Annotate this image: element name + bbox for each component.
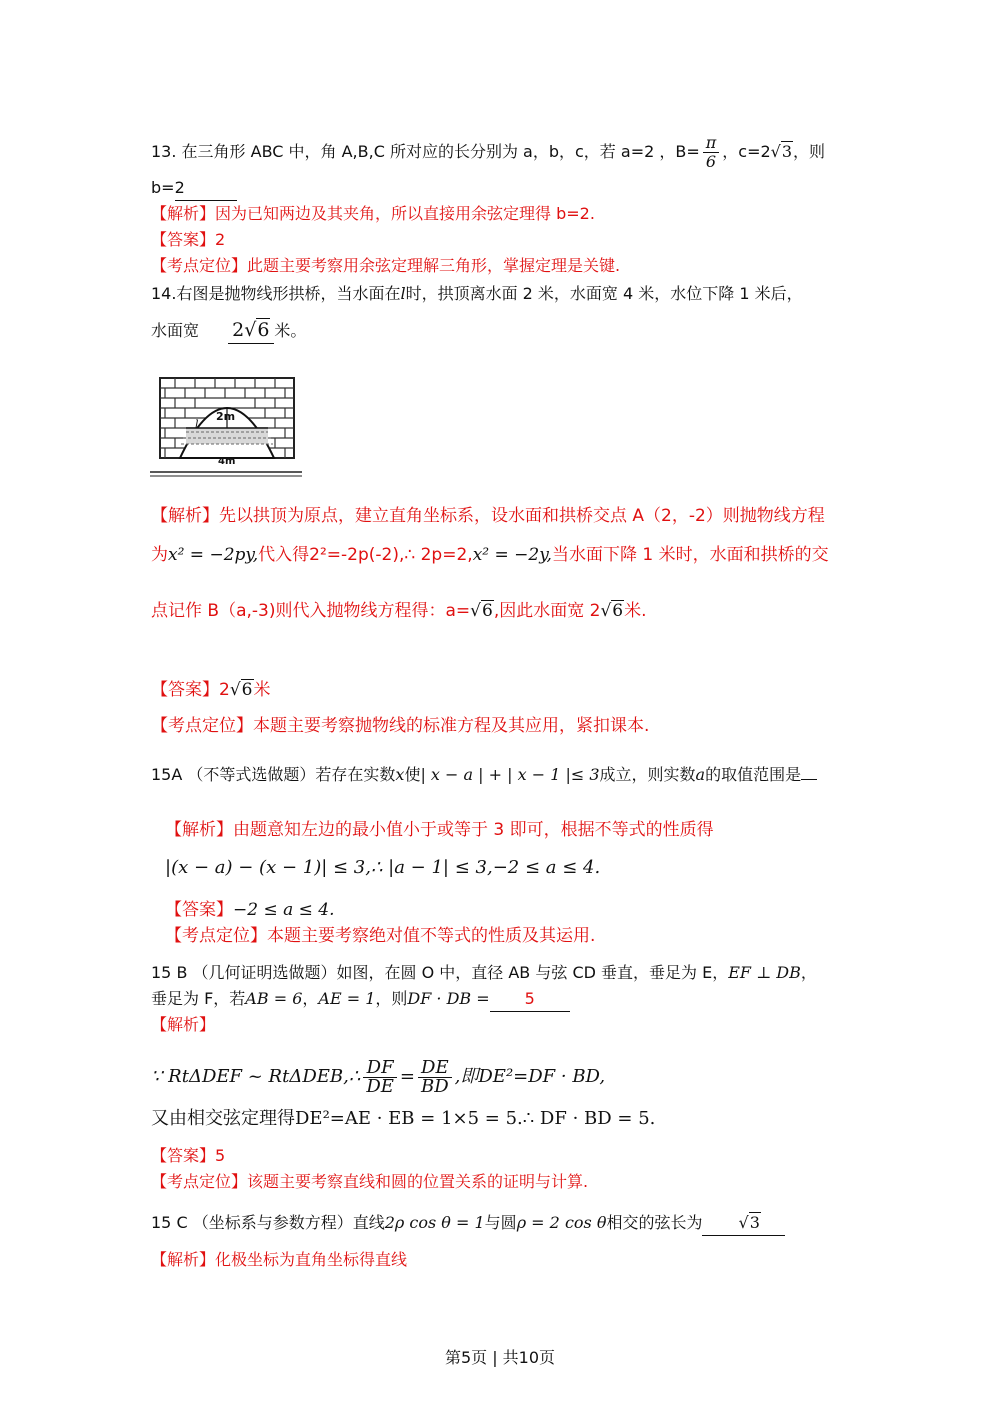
q13-end: ，则 bbox=[793, 142, 826, 161]
coef: 2 bbox=[232, 319, 245, 341]
q13-answer: 【答案】2 bbox=[151, 230, 226, 249]
q15a-blank bbox=[801, 779, 817, 780]
q14-line2-text: 水面宽 bbox=[151, 321, 200, 340]
frac-df-de bbox=[363, 1056, 397, 1097]
rad-value: 6 bbox=[241, 680, 253, 700]
fig-label-l: l bbox=[195, 418, 199, 431]
sqrt-6-c: √6 bbox=[229, 680, 253, 700]
sqrt-3-c: √3 bbox=[738, 1213, 760, 1232]
q15a-analysis2: |(x − a) − (x − 1)| ≤ 3,∴ |a − 1| ≤ 3,−2 ≤ a ≤ 4. bbox=[165, 857, 601, 878]
q14-unit: 米。 bbox=[274, 321, 307, 340]
q15a-answer bbox=[165, 898, 335, 922]
frac-num: DE bbox=[418, 1059, 452, 1078]
q15b-a: 15 B （几何证明选做题）如图，在圆 O 中，直径 AB 与弦 CD 垂直，垂足为 E， bbox=[151, 963, 729, 982]
frac-den: 6 bbox=[705, 152, 717, 171]
q14-analysis3 bbox=[151, 599, 647, 623]
q15b-eq: EF ⊥ DB bbox=[728, 963, 801, 982]
an2-c: 当水面下降 1 米时，水面和拱桥的交 bbox=[551, 545, 829, 565]
b-label: b= bbox=[151, 178, 175, 197]
q15b-l2a: 垂足为 F，若 bbox=[151, 989, 246, 1008]
frac-den: BD bbox=[420, 1075, 449, 1097]
q15b-b: ， bbox=[800, 963, 817, 982]
frac-num: DF bbox=[363, 1059, 397, 1078]
proof1-a: ∵ RtΔDEF ~ RtΔDEB,∴ bbox=[151, 1066, 361, 1087]
page-footer: 第5页 | 共10页 bbox=[444, 1348, 556, 1367]
rad-value: 6 bbox=[612, 601, 624, 621]
q15c-eq2: ρ = 2 cos θ bbox=[516, 1213, 607, 1232]
q15c-b: 与圆 bbox=[484, 1213, 517, 1232]
q15b-l2c: ，则 bbox=[375, 989, 408, 1008]
q15c-answer-blank bbox=[702, 1211, 784, 1236]
an2-a: 为 bbox=[151, 545, 168, 565]
frac-den: DE bbox=[366, 1075, 394, 1097]
q15c-analysis: 【解析】化极坐标为直角坐标得直线 bbox=[151, 1250, 408, 1269]
b-answer-blank bbox=[175, 176, 237, 201]
q15b-proof1 bbox=[151, 1052, 605, 1102]
q15a-d: 的取值范围是 bbox=[705, 765, 802, 784]
pi-over-6 bbox=[703, 134, 720, 171]
q15b-answer-blank bbox=[490, 987, 570, 1012]
sqrt-6: √6 bbox=[244, 319, 270, 341]
q14-answer-blank bbox=[228, 318, 274, 344]
q15c-eq1: 2ρ cos θ = 1 bbox=[384, 1213, 485, 1232]
q14-answer bbox=[151, 678, 271, 702]
rad-value: 3 bbox=[781, 142, 793, 161]
q14-line1 bbox=[151, 282, 803, 306]
q15b-line1 bbox=[151, 961, 817, 985]
frac-num: π bbox=[703, 134, 720, 153]
ans-a: 【答案】2 bbox=[151, 680, 230, 700]
q15b-l2b: ， bbox=[302, 989, 319, 1008]
q13-point: 【考点定位】此题主要考察用余弦定理解三角形，掌握定理是关键. bbox=[151, 256, 621, 275]
q14-text-a: 14.右图是抛物线形拱桥，当水面在 bbox=[151, 284, 401, 303]
q14-analysis2 bbox=[151, 543, 829, 567]
q15a-answer-label: 【答案】 bbox=[165, 900, 233, 920]
ans-b: 米 bbox=[253, 680, 271, 700]
q14-point: 【考点定位】本题主要考察抛物线的标准方程及其应用，紧扣课本. bbox=[151, 716, 650, 736]
q15c-a: 15 C （坐标系与参数方程）直线 bbox=[151, 1213, 385, 1232]
proof1-eq: = bbox=[399, 1066, 415, 1087]
q15a-answer-value: −2 ≤ a ≤ 4. bbox=[233, 900, 335, 920]
q15b-answer: 5 bbox=[524, 989, 535, 1008]
q15a-point: 【考点定位】本题主要考察绝对值不等式的性质及其运用. bbox=[165, 926, 596, 946]
q15b-proof2: 又由相交弦定理得DE²=AE · EB = 1×5 = 5.∴ DF · BD = 5. bbox=[151, 1108, 656, 1129]
q14-analysis1: 【解析】先以拱顶为原点，建立直角坐标系，设水面和拱桥交点 A（2，-2）则抛物线方程 bbox=[151, 506, 825, 526]
proof1-b: ,即DE²=DF · BD, bbox=[454, 1066, 606, 1087]
sqrt-6-b: √6 bbox=[600, 601, 624, 621]
q15b-analysis-label: 【解析】 bbox=[151, 1015, 216, 1034]
fig-label-top: 2m bbox=[216, 410, 236, 423]
sqrt-6-a: √6 bbox=[470, 601, 493, 621]
rad-value: 3 bbox=[749, 1213, 760, 1232]
q13-text: 13. 在三角形 ABC 中，角 A,B,C 所对应的长分别为 a，b，c，若 a=2 ，B= bbox=[151, 142, 700, 161]
q15a-line1 bbox=[151, 763, 817, 787]
q15b-ab: AB = 6 bbox=[245, 989, 303, 1008]
q15b-line2 bbox=[151, 987, 570, 1012]
sqrt-3: √3 bbox=[770, 142, 793, 161]
an3-a: 点记作 B（a,-3)则代入抛物线方程得：a= bbox=[151, 601, 471, 621]
an3-b: ,因此水面宽 2 bbox=[493, 601, 601, 621]
q13-analysis: 【解析】因为已知两边及其夹角，所以直接用余弦定理得 b=2. bbox=[151, 204, 595, 223]
q15a-analysis1: 【解析】由题意知左边的最小值小于或等于 3 即可，根据不等式的性质得 bbox=[165, 820, 714, 840]
b-answer: 2 bbox=[174, 178, 185, 197]
q15a-c: 成立，则实数 bbox=[599, 765, 696, 784]
l-var: l bbox=[400, 284, 406, 303]
an3-c: 米. bbox=[624, 601, 647, 621]
q14-line2 bbox=[151, 318, 306, 344]
an2-eq1: x² = −2py, bbox=[168, 545, 259, 565]
rad-value: 6 bbox=[481, 601, 493, 621]
arch-bridge-figure bbox=[150, 368, 302, 478]
q15b-ae: AE = 1 bbox=[318, 989, 376, 1008]
rad-value: 6 bbox=[257, 319, 270, 341]
q15c-c: 相交的弦长为 bbox=[606, 1213, 703, 1232]
frac-de-bd bbox=[418, 1056, 452, 1097]
q15b-dfdb: DF · DB = bbox=[407, 989, 490, 1008]
x-var: x bbox=[395, 765, 405, 784]
q15c-line1 bbox=[151, 1211, 785, 1236]
a-var: a bbox=[695, 765, 706, 784]
q15a-ineq: | x − a | + | x − 1 |≤ 3 bbox=[420, 765, 600, 784]
q13-line1 bbox=[151, 134, 825, 171]
fig-label-bottom: 4m bbox=[218, 456, 236, 467]
an2-b: 代入得2²=-2p(-2),∴ 2p=2, bbox=[258, 545, 473, 565]
q15a-a: 15A （不等式选做题）若存在实数 bbox=[151, 765, 396, 784]
q13-line2 bbox=[151, 176, 237, 201]
q15a-b: 使 bbox=[404, 765, 421, 784]
q15b-answer-line: 【答案】5 bbox=[151, 1146, 226, 1165]
an2-eq2: x² = −2y, bbox=[472, 545, 552, 565]
q14-text-b: 时，拱顶离水面 2 米，水面宽 4 米，水位下降 1 米后， bbox=[405, 284, 803, 303]
q15b-point: 【考点定位】该题主要考察直线和圆的位置关系的证明与计算. bbox=[151, 1172, 589, 1191]
q13-c-text: ，c=2 bbox=[722, 142, 771, 161]
